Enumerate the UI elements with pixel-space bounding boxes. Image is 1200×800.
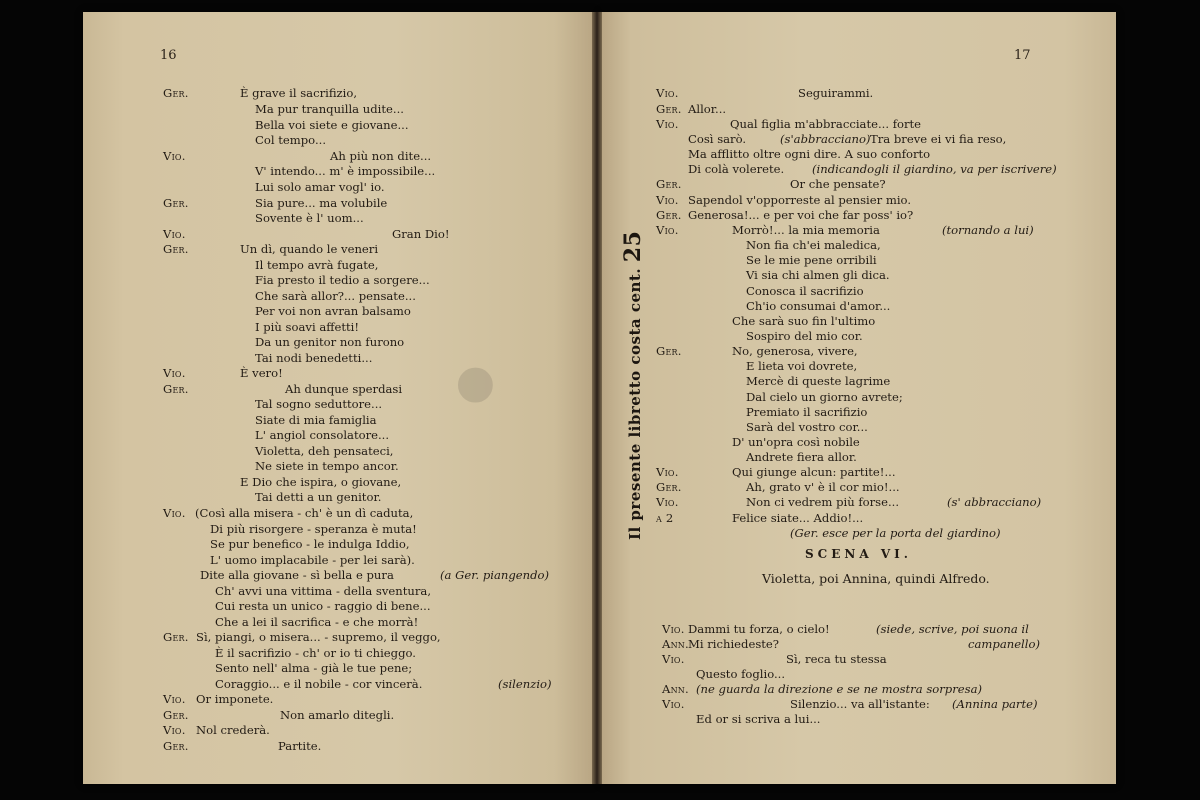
verse-line: Morrò!... la mia memoria <box>732 223 880 237</box>
verse-line: Il tempo avrà fugate, <box>255 258 379 272</box>
verse-line: Questo foglio... <box>696 667 786 681</box>
verse-line: Conosca il sacrifizio <box>746 284 864 298</box>
stage-direction: (a Ger. piangendo) <box>440 568 550 582</box>
verse-line: Silenzio... va all'istante: <box>790 697 930 711</box>
verse-line: Andrete fiera allor. <box>746 450 857 464</box>
verse-line: Qual figlia m'abbracciate... forte <box>730 117 922 131</box>
speaker-label: Vio. <box>163 149 186 163</box>
speaker-label: Vio. <box>662 697 685 711</box>
verse-line: Tai detti a un genitor. <box>255 490 382 504</box>
verse-line: Col tempo... <box>255 133 327 147</box>
verse-line: Che a lei il sacrifica - e che morrà! <box>215 615 419 629</box>
verse-line: Per voi non avran balsamo <box>255 304 411 318</box>
verse-line: Tra breve ei vi fia reso, <box>870 132 1007 146</box>
speaker-label: Vio. <box>656 117 679 131</box>
verse-line: Se le mie pene orribili <box>746 253 877 267</box>
verse-line: Ed or si scriva a lui... <box>696 712 821 726</box>
verse-line: No, generosa, vivere, <box>732 344 858 358</box>
stage-direction: (siede, scrive, poi suona il <box>876 622 1029 636</box>
verse-line: Se pur benefico - le indulga Iddio, <box>210 537 410 551</box>
stage-direction: (Ger. esce per la porta del giardino) <box>790 526 1001 540</box>
speaker-label: Vio. <box>163 366 186 380</box>
verse-line: Mi richiedeste? <box>688 637 780 651</box>
speaker-label: Ger. <box>163 739 189 753</box>
speaker-label: Vio. <box>163 506 186 520</box>
speaker-label: Vio. <box>656 465 679 479</box>
verse-line: Sovente è l' uom... <box>255 211 364 225</box>
verse-line: Allor... <box>688 102 727 116</box>
verse-line: Di più risorgere - speranza è muta! <box>210 522 417 536</box>
speaker-label: Vio. <box>656 193 679 207</box>
verse-line: E lieta voi dovrete, <box>746 359 858 373</box>
verse-line: Un dì, quando le veneri <box>240 242 379 256</box>
stage-direction: (ne guarda la direzione e se ne mostra sorpresa) <box>696 682 983 696</box>
watermark: • <box>440 320 511 459</box>
verse-line: Sì, reca tu stessa <box>786 652 887 666</box>
verse-line: Così sarò. <box>688 132 747 146</box>
verse-line: Generosa!... e per voi che far poss' io? <box>688 208 914 222</box>
verse-line: Di colà volerete. <box>688 162 785 176</box>
speaker-label: Vio. <box>163 227 186 241</box>
verse-line: Che sarà suo fin l'ultimo <box>732 314 876 328</box>
verse-line: Sia pure... ma volubile <box>255 196 388 210</box>
speaker-label: Ger. <box>163 196 189 210</box>
verse-line: Dal cielo un giorno avrete; <box>746 390 903 404</box>
speaker-label: Ger. <box>163 708 189 722</box>
verse-line: Ah, grato v' è il cor mio!... <box>746 480 900 494</box>
book-gutter <box>592 12 602 784</box>
verse-line: Ne siete in tempo ancor. <box>255 459 399 473</box>
verse-line: Fia presto il tedio a sorgere... <box>255 273 430 287</box>
speaker-label: Vio. <box>163 692 186 706</box>
scene-cast: Violetta, poi Annina, quindi Alfredo. <box>762 571 990 586</box>
verse-line: Dite alla giovane - sì bella e pura <box>200 568 394 582</box>
speaker-label: Vio. <box>656 495 679 509</box>
verse-line: Cui resta un unico - raggio di bene... <box>215 599 431 613</box>
speaker-label: Ger. <box>656 102 682 116</box>
verse-line: Premiato il sacrifizio <box>746 405 868 419</box>
speaker-label: Vio. <box>656 223 679 237</box>
stage-direction: (s'abbracciano) <box>780 132 871 146</box>
speaker-label: Vio. <box>662 652 685 666</box>
verse-line: E Dio che ispira, o giovane, <box>240 475 402 489</box>
verse-line: È grave il sacrifizio, <box>240 86 358 100</box>
verse-line: L' angiol consolatore... <box>255 428 390 442</box>
verse-line: Vi sia chi almen gli dica. <box>746 268 890 282</box>
speaker-label: Ann. <box>662 682 689 696</box>
verse-line: Non fia ch'ei maledica, <box>746 238 881 252</box>
verse-line: Non amarlo ditegli. <box>280 708 395 722</box>
verse-line: Tal sogno seduttore... <box>255 397 383 411</box>
speaker-label: Vio. <box>163 723 186 737</box>
verse-line: Da un genitor non furono <box>255 335 405 349</box>
verse-line: Or che pensate? <box>790 177 886 191</box>
verse-line: Qui giunge alcun: partite!... <box>732 465 896 479</box>
verse-line: Dammi tu forza, o cielo! <box>688 622 830 636</box>
scene-title: SCENA VI. <box>805 547 912 561</box>
verse-line: Coraggio... e il nobile - cor vincerà. <box>215 677 423 691</box>
price-stamp-text: Il presente libretto costa cent. <box>626 267 644 540</box>
price-stamp <box>620 231 646 540</box>
speaker-label: Ger. <box>163 86 189 100</box>
speaker-label: Ger. <box>656 344 682 358</box>
verse-line: È il sacrifizio - ch' or io ti chieggo. <box>215 646 416 660</box>
verse-line: Sento nell' alma - già le tue pene; <box>215 661 413 675</box>
verse-line: (Così alla misera - ch' è un dì caduta, <box>195 506 414 520</box>
verse-line: Ah dunque sperdasi <box>285 382 403 396</box>
verse-line: D' un'opra così nobile <box>732 435 860 449</box>
speaker-label: Ann. <box>662 637 689 651</box>
verse-line: Nol crederà. <box>196 723 270 737</box>
speaker-label: a 2 <box>656 511 674 525</box>
verse-line: V' intendo... m' è impossibile... <box>255 164 436 178</box>
left-page-number: 16 <box>160 48 177 63</box>
verse-line: Felice siate... Addio!... <box>732 511 864 525</box>
speaker-label: Ger. <box>163 242 189 256</box>
verse-line: Sapendol v'opporreste al pensier mio. <box>688 193 912 207</box>
speaker-label: Vio. <box>662 622 685 636</box>
verse-line: Or imponete. <box>196 692 274 706</box>
verse-line: L' uomo implacabile - per lei sarà). <box>210 553 415 567</box>
speaker-label: Ger. <box>656 177 682 191</box>
verse-line: Ah più non dite... <box>330 149 432 163</box>
verse-line: Bella voi siete e giovane... <box>255 118 409 132</box>
stage-direction: (s' abbracciano) <box>947 495 1042 509</box>
right-page-number: 17 <box>1014 48 1031 63</box>
speaker-label: Ger. <box>163 382 189 396</box>
verse-line: Seguirammi. <box>798 86 874 100</box>
stage-direction: (tornando a lui) <box>942 223 1034 237</box>
verse-line: I più soavi affetti! <box>255 320 360 334</box>
speaker-label: Ger. <box>656 480 682 494</box>
verse-line: Non ci vedrem più forse... <box>746 495 900 509</box>
verse-line: Partite. <box>278 739 322 753</box>
verse-line: Tai nodi benedetti... <box>255 351 373 365</box>
verse-line: Ch'io consumai d'amor... <box>746 299 891 313</box>
verse-line: Sospiro del mio cor. <box>746 329 863 343</box>
speaker-label: Ger. <box>656 208 682 222</box>
verse-line: Che sarà allor?... pensate... <box>255 289 416 303</box>
stage-direction: (silenzio) <box>498 677 552 691</box>
verse-line: Ma afflitto oltre ogni dire. A suo conforto <box>688 147 931 161</box>
speaker-label: Vio. <box>656 86 679 100</box>
stage-direction: campanello) <box>968 637 1040 651</box>
stage-direction: (indicandogli il giardino, va per iscrivere) <box>812 162 1057 176</box>
verse-line: È vero! <box>240 366 283 380</box>
verse-line: Gran Dio! <box>392 227 450 241</box>
verse-line: Sarà del vostro cor... <box>746 420 868 434</box>
verse-line: Violetta, deh pensateci, <box>255 444 394 458</box>
verse-line: Mercè di queste lagrime <box>746 374 891 388</box>
verse-line: Ch' avvi una vittima - della sventura, <box>215 584 432 598</box>
verse-line: Lui solo amar vogl' io. <box>255 180 385 194</box>
verse-line: Sì, piangi, o misera... - supremo, il veggo, <box>196 630 441 644</box>
stage-direction: (Annina parte) <box>952 697 1038 711</box>
price-stamp-value: 25 <box>620 230 646 263</box>
verse-line: Ma pur tranquilla udite... <box>255 102 404 116</box>
speaker-label: Ger. <box>163 630 189 644</box>
verse-line: Siate di mia famiglia <box>255 413 377 427</box>
